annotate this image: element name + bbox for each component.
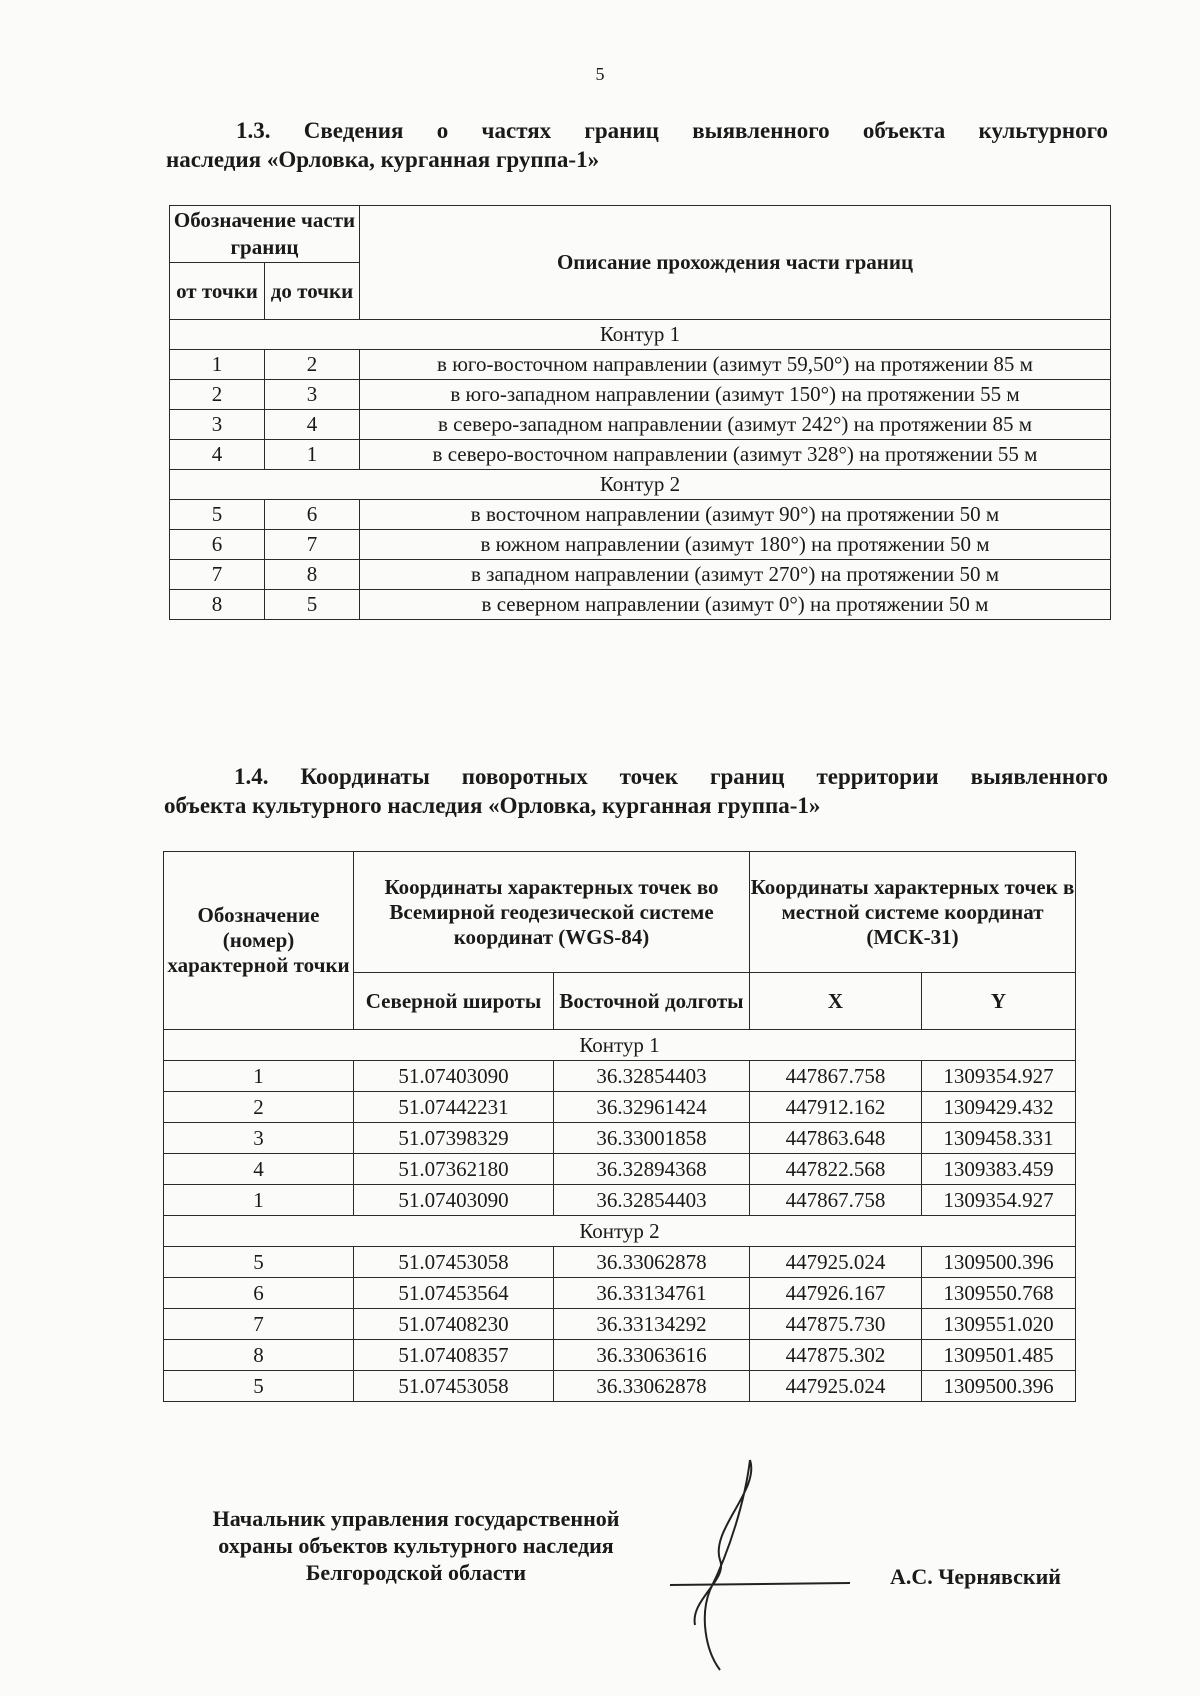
north-latitude: 51.07403090 bbox=[354, 1185, 554, 1216]
from-point-header: от точки bbox=[170, 263, 265, 320]
point-number: 1 bbox=[164, 1185, 354, 1216]
signatory-position bbox=[166, 1505, 666, 1586]
y-coordinate: 1309354.927 bbox=[922, 1061, 1076, 1092]
point-number: 5 bbox=[164, 1247, 354, 1278]
east-longitude: 36.33001858 bbox=[554, 1123, 750, 1154]
boundary-row bbox=[170, 410, 1111, 440]
to-point: 6 bbox=[265, 500, 360, 530]
point-number: 6 bbox=[164, 1278, 354, 1309]
to-point: 4 bbox=[265, 410, 360, 440]
east-longitude: 36.32854403 bbox=[554, 1061, 750, 1092]
x-coordinate: 447912.162 bbox=[750, 1092, 922, 1123]
contour-label: Контур 2 bbox=[164, 1216, 1076, 1247]
handwritten-signature bbox=[650, 1440, 890, 1680]
position-line: Белгородской области bbox=[305, 1560, 527, 1585]
boundary-row bbox=[170, 350, 1111, 380]
coordinate-row bbox=[164, 1371, 1076, 1402]
from-point: 1 bbox=[170, 350, 265, 380]
wgs-header: Координаты характерных точек во Всемирной геодезической системе координат (WGS-84) bbox=[354, 852, 750, 973]
to-point: 2 bbox=[265, 350, 360, 380]
y-coordinate: 1309354.927 bbox=[922, 1185, 1076, 1216]
section-1-3-heading bbox=[166, 116, 1108, 174]
coordinate-row bbox=[164, 1278, 1076, 1309]
boundary-row bbox=[170, 440, 1111, 470]
x-header: X bbox=[750, 973, 922, 1030]
msk-header: Координаты характерных точек в местной системе координат (МСК-31) bbox=[750, 852, 1076, 973]
y-coordinate: 1309458.331 bbox=[922, 1123, 1076, 1154]
north-latitude: 51.07403090 bbox=[354, 1061, 554, 1092]
east-longitude: 36.32894368 bbox=[554, 1154, 750, 1185]
to-point: 5 bbox=[265, 590, 360, 620]
x-coordinate: 447867.758 bbox=[750, 1185, 922, 1216]
boundary-description: в юго-западном направлении (азимут 150°) на протяжении 55 м bbox=[360, 380, 1111, 410]
coordinate-row bbox=[164, 1123, 1076, 1154]
coordinate-row bbox=[164, 1247, 1076, 1278]
boundary-description: в западном направлении (азимут 270°) на протяжении 50 м bbox=[360, 560, 1111, 590]
coordinate-row bbox=[164, 1340, 1076, 1371]
y-coordinate: 1309501.485 bbox=[922, 1340, 1076, 1371]
x-coordinate: 447926.167 bbox=[750, 1278, 922, 1309]
section-1-4-heading bbox=[164, 762, 1108, 820]
contour-label: Контур 2 bbox=[170, 470, 1111, 500]
from-point: 7 bbox=[170, 560, 265, 590]
point-number: 7 bbox=[164, 1309, 354, 1340]
north-latitude: 51.07453564 bbox=[354, 1278, 554, 1309]
from-point: 8 bbox=[170, 590, 265, 620]
x-coordinate: 447875.730 bbox=[750, 1309, 922, 1340]
boundary-description: в южном направлении (азимут 180°) на протяжении 50 м bbox=[360, 530, 1111, 560]
coordinates-table bbox=[163, 851, 1076, 1402]
to-point: 3 bbox=[265, 380, 360, 410]
from-point: 5 bbox=[170, 500, 265, 530]
x-coordinate: 447925.024 bbox=[750, 1371, 922, 1402]
page-number: 5 bbox=[595, 64, 605, 84]
y-coordinate: 1309551.020 bbox=[922, 1309, 1076, 1340]
north-latitude: 51.07408357 bbox=[354, 1340, 554, 1371]
boundary-description: в северо-западном направлении (азимут 242°) на протяжении 85 м bbox=[360, 410, 1111, 440]
boundary-description: в восточном направлении (азимут 90°) на протяжении 50 м bbox=[360, 500, 1111, 530]
y-coordinate: 1309500.396 bbox=[922, 1371, 1076, 1402]
x-coordinate: 447875.302 bbox=[750, 1340, 922, 1371]
from-point: 2 bbox=[170, 380, 265, 410]
north-latitude-header: Северной широты bbox=[354, 973, 554, 1030]
to-point: 8 bbox=[265, 560, 360, 590]
y-coordinate: 1309500.396 bbox=[922, 1247, 1076, 1278]
point-number: 8 bbox=[164, 1340, 354, 1371]
from-point: 3 bbox=[170, 410, 265, 440]
point-number: 5 bbox=[164, 1371, 354, 1402]
heading-line: 1.4. Координаты поворотных точек границ территории выявленного bbox=[234, 764, 1108, 789]
heading-line: 1.3. Сведения о частях границ выявленного объекта культурного bbox=[236, 118, 1108, 143]
north-latitude: 51.07453058 bbox=[354, 1371, 554, 1402]
to-point: 7 bbox=[265, 530, 360, 560]
boundary-row bbox=[170, 530, 1111, 560]
boundary-row bbox=[170, 590, 1111, 620]
boundary-row bbox=[170, 560, 1111, 590]
y-coordinate: 1309429.432 bbox=[922, 1092, 1076, 1123]
north-latitude: 51.07398329 bbox=[354, 1123, 554, 1154]
signer-name: А.С. Чернявский bbox=[890, 1564, 1061, 1589]
east-longitude: 36.33063616 bbox=[554, 1340, 750, 1371]
heading-line: объекта культурного наследия «Орловка, курганная группа-1» bbox=[164, 793, 821, 818]
contour-label: Контур 1 bbox=[170, 320, 1111, 350]
east-longitude: 36.33062878 bbox=[554, 1247, 750, 1278]
boundary-parts-table bbox=[169, 205, 1111, 620]
boundary-description: в северо-восточном направлении (азимут 328°) на протяжении 55 м bbox=[360, 440, 1111, 470]
y-coordinate: 1309383.459 bbox=[922, 1154, 1076, 1185]
coordinate-row bbox=[164, 1092, 1076, 1123]
point-number: 1 bbox=[164, 1061, 354, 1092]
coordinate-row bbox=[164, 1061, 1076, 1092]
coordinate-row bbox=[164, 1185, 1076, 1216]
position-line: охраны объектов культурного наследия bbox=[218, 1533, 614, 1558]
point-header: Обозначение (номер) характерной точки bbox=[164, 852, 354, 1030]
east-longitude: 36.33134761 bbox=[554, 1278, 750, 1309]
y-header: Y bbox=[922, 973, 1076, 1030]
east-longitude: 36.33062878 bbox=[554, 1371, 750, 1402]
north-latitude: 51.07453058 bbox=[354, 1247, 554, 1278]
coordinate-row bbox=[164, 1309, 1076, 1340]
point-number: 3 bbox=[164, 1123, 354, 1154]
to-point: 1 bbox=[265, 440, 360, 470]
to-point-header: до точки bbox=[265, 263, 360, 320]
x-coordinate: 447867.758 bbox=[750, 1061, 922, 1092]
east-longitude-header: Восточной долготы bbox=[554, 973, 750, 1030]
north-latitude: 51.07442231 bbox=[354, 1092, 554, 1123]
east-longitude: 36.33134292 bbox=[554, 1309, 750, 1340]
north-latitude: 51.07362180 bbox=[354, 1154, 554, 1185]
boundary-row bbox=[170, 380, 1111, 410]
boundary-row bbox=[170, 500, 1111, 530]
from-point: 6 bbox=[170, 530, 265, 560]
position-line: Начальник управления государственной bbox=[212, 1506, 620, 1531]
east-longitude: 36.32854403 bbox=[554, 1185, 750, 1216]
point-number: 2 bbox=[164, 1092, 354, 1123]
coordinate-row bbox=[164, 1154, 1076, 1185]
from-point: 4 bbox=[170, 440, 265, 470]
y-coordinate: 1309550.768 bbox=[922, 1278, 1076, 1309]
contour-label: Контур 1 bbox=[164, 1030, 1076, 1061]
boundary-description: в северном направлении (азимут 0°) на протяжении 50 м bbox=[360, 590, 1111, 620]
boundary-description: в юго-восточном направлении (азимут 59,50°) на протяжении 85 м bbox=[360, 350, 1111, 380]
x-coordinate: 447863.648 bbox=[750, 1123, 922, 1154]
x-coordinate: 447822.568 bbox=[750, 1154, 922, 1185]
east-longitude: 36.32961424 bbox=[554, 1092, 750, 1123]
north-latitude: 51.07408230 bbox=[354, 1309, 554, 1340]
x-coordinate: 447925.024 bbox=[750, 1247, 922, 1278]
point-number: 4 bbox=[164, 1154, 354, 1185]
description-header: Описание прохождения части границ bbox=[360, 206, 1111, 320]
designation-header: Обозначение части границ bbox=[170, 206, 360, 263]
heading-line: наследия «Орловка, курганная группа-1» bbox=[166, 147, 600, 172]
